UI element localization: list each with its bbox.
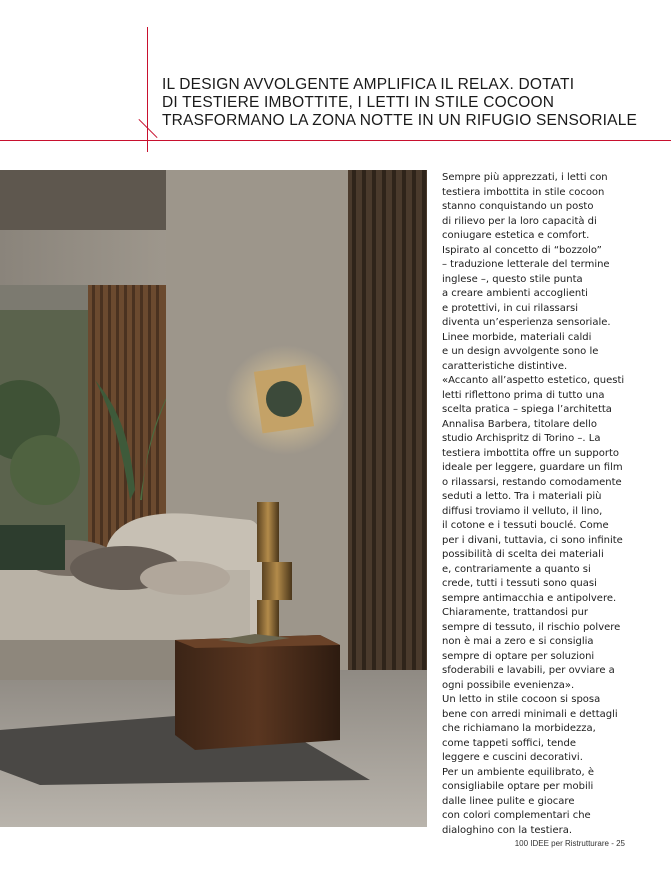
body-line: diffusi troviamo il velluto, il lino, xyxy=(442,505,603,517)
body-line: o rilassarsi, restando comodamente xyxy=(442,476,622,488)
red-horizontal-rule xyxy=(0,140,671,141)
body-line: Sempre più apprezzati, i letti con xyxy=(442,172,608,183)
article-body xyxy=(442,171,662,838)
body-line: Chiaramente, trattandosi pur xyxy=(442,607,589,618)
body-line: diventa un’esperienza sensoriale. xyxy=(442,317,611,328)
body-line: non è mai a zero e si consiglia xyxy=(442,636,594,647)
bedroom-photo xyxy=(0,170,427,827)
body-line: ideale per leggere, guardare un film xyxy=(442,462,623,473)
body-line: con colori complementari che xyxy=(442,810,591,821)
body-line: coniugare estetica e comfort. xyxy=(442,230,590,241)
body-line: Per un ambiente equilibrato, è xyxy=(442,766,595,778)
body-line: ogni possibile evenienza». xyxy=(442,679,575,691)
headline xyxy=(162,76,662,130)
body-line: a creare ambienti accoglienti xyxy=(442,288,588,299)
body-line: dalle linee pulite e giocare xyxy=(442,795,575,807)
body-line: e protettivi, in cui rilassarsi xyxy=(442,302,578,314)
body-line: leggere e cuscini decorativi. xyxy=(442,752,583,763)
body-line: sempre antimacchia e antipolvere. xyxy=(442,592,617,604)
body-line: studio Archispritz di Torino –. La xyxy=(442,433,601,444)
body-line: letti riflettono prima di tutto una xyxy=(442,389,605,401)
body-line: testiera imbottita in stile cocoon xyxy=(442,186,605,198)
headline-line: IL DESIGN AVVOLGENTE AMPLIFICA IL RELAX. DOTATI xyxy=(162,76,575,93)
body-line: il cotone e i tessuti bouclé. Come xyxy=(442,520,609,531)
body-line: sempre di tessuto, il rischio polvere xyxy=(442,621,621,633)
body-line: per i divani, tuttavia, ci sono infinite xyxy=(442,534,623,546)
body-line: testiera imbottita offre un supporto xyxy=(442,447,619,459)
body-line: – traduzione letterale del termine xyxy=(442,259,610,270)
page-footer: 100 IDEE per Ristrutturare - 25 xyxy=(514,839,625,848)
body-line: e, contrariamente a quanto si xyxy=(442,563,591,575)
body-line: «Accanto all’aspetto estetico, questi xyxy=(442,375,625,386)
body-line: sfoderabili e lavabili, per ovviare a xyxy=(442,665,615,676)
body-line: dialoghino con la testiera. xyxy=(442,824,573,836)
headline-line: TRASFORMANO LA ZONA NOTTE IN UN RIFUGIO SENSORIALE xyxy=(162,112,638,129)
body-line: caratteristiche distintive. xyxy=(442,360,568,372)
body-line: Ispirato al concetto di “bozzolo” xyxy=(442,244,602,256)
body-line: di rilievo per la loro capacità di xyxy=(442,215,597,227)
body-line: e un design avvolgente sono le xyxy=(442,346,599,357)
body-line: seduti a letto. Tra i materiali più xyxy=(442,491,602,502)
headline-line: DI TESTIERE IMBOTTITE, I LETTI IN STILE COCOON xyxy=(162,94,555,111)
body-line: Annalisa Barbera, titolare dello xyxy=(442,418,597,430)
body-line: stanno conquistando un posto xyxy=(442,201,594,212)
body-line: come tappeti soffici, tende xyxy=(442,737,577,749)
body-line: possibilità di scelta dei materiali xyxy=(442,549,604,560)
body-line: consigliabile optare per mobili xyxy=(442,781,594,792)
body-line: bene con arredi minimali e dettagli xyxy=(442,708,618,720)
red-diagonal-rule xyxy=(138,119,157,138)
body-line: Linee morbide, materiali caldi xyxy=(442,331,592,343)
red-vertical-rule xyxy=(147,27,148,152)
body-line: sempre di optare per soluzioni xyxy=(442,650,595,662)
body-line: crede, tutti i tessuti sono quasi xyxy=(442,578,597,589)
body-line: inglese –, questo stile punta xyxy=(442,273,583,285)
body-line: Un letto in stile cocoon si sposa xyxy=(442,694,601,705)
body-line: che richiamano la morbidezza, xyxy=(442,723,596,734)
body-line: scelta pratica – spiega l’architetta xyxy=(442,404,612,415)
